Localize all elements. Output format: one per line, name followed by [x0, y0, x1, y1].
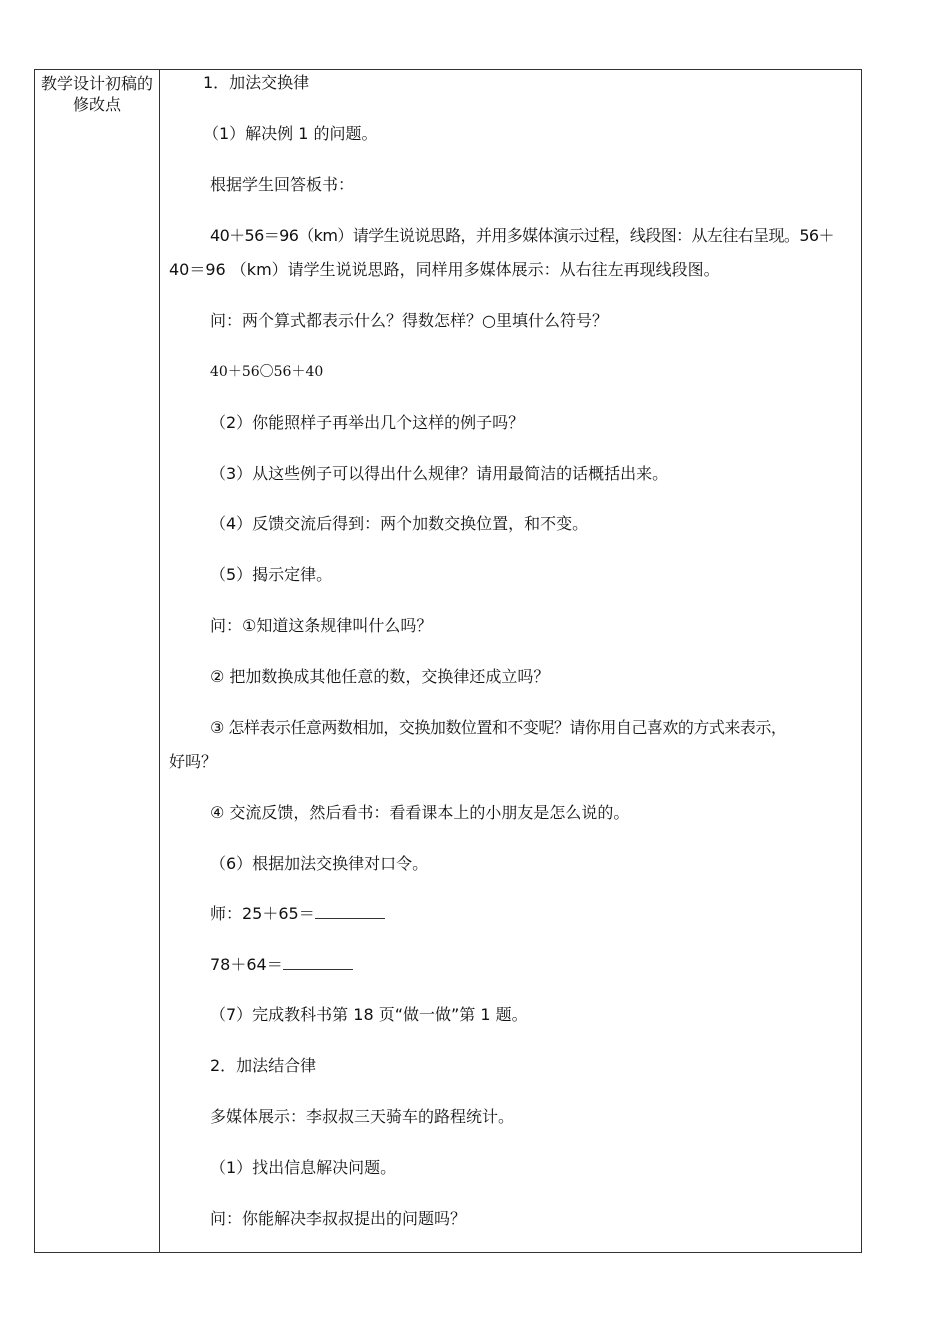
paragraph-drill-1: [210, 904, 385, 924]
paragraph-step-4: （4）反馈交流后得到：两个加数交换位置，和不变。: [210, 514, 589, 533]
drill-2-text: 78＋64＝: [210, 955, 283, 974]
paragraph-equation-line-2: 40＝96 （km）请学生说说思路，同样用多媒体展示：从右往左再现线段图。: [169, 260, 720, 279]
left-header-cell: [35, 70, 160, 1252]
heading-commutative-law: 1．加法交换律: [203, 73, 310, 92]
left-header-label: 教学设计初稿的修改点: [40, 74, 153, 114]
paragraph-step-1: （1）解决例 1 的问题。: [203, 124, 378, 143]
paragraph-question-circled-3-line-1: ③ 怎样表示任意两数相加，交换加数位置和不变呢？请你用自己喜欢的方式来表示，: [210, 718, 787, 737]
paragraph-question-1: 问：两个算式都表示什么？得数怎样？○里填什么符号？: [210, 311, 608, 330]
paragraph-question-circled-2: ② 把加数换成其他任意的数，交换律还成立吗？: [210, 667, 550, 686]
paragraph-question-circled-4: ④ 交流反馈，然后看书：看看课本上的小朋友是怎么说的。: [210, 803, 630, 822]
paragraph-step-3: （3）从这些例子可以得出什么规律？请用最简洁的话概括出来。: [210, 464, 669, 483]
paragraph-question-circled-3-line-2: 好吗？: [169, 752, 218, 771]
content-cell: [160, 70, 861, 1252]
paragraph-compare-expression: 40＋56〇56＋40: [210, 364, 324, 380]
paragraph-step-7: （7）完成教科书第 18 页“做一做”第 1 题。: [210, 1005, 528, 1024]
heading-associative-law: 2．加法结合律: [210, 1056, 317, 1075]
paragraph-step-5: （5）揭示定律。: [210, 565, 333, 584]
paragraph-board-writing: 根据学生回答板书：: [210, 175, 355, 194]
paragraph-associative-step-1: （1）找出信息解决问题。: [210, 1158, 397, 1177]
drill-2-blank: [283, 955, 353, 970]
paragraph-step-2: （2）你能照样子再举出几个这样的例子吗？: [210, 413, 525, 432]
lesson-table: [34, 69, 862, 1253]
paragraph-step-6: （6）根据加法交换律对口令。: [210, 854, 429, 873]
paragraph-question-circled-1: 问：①知道这条规律叫什么吗？: [210, 616, 433, 635]
paragraph-multimedia: 多媒体展示：李叔叔三天骑车的路程统计。: [210, 1107, 515, 1126]
drill-1-text: 师：25＋65＝: [210, 904, 315, 923]
paragraph-equation-line-1: 40＋56＝96（km）请学生说说思路，并用多媒体演示过程，线段图：从左往右呈现。56＋: [210, 226, 834, 245]
paragraph-drill-2: [210, 955, 353, 975]
drill-1-blank: [315, 904, 385, 919]
paragraph-associative-question: 问：你能解决李叔叔提出的问题吗？: [210, 1209, 467, 1228]
